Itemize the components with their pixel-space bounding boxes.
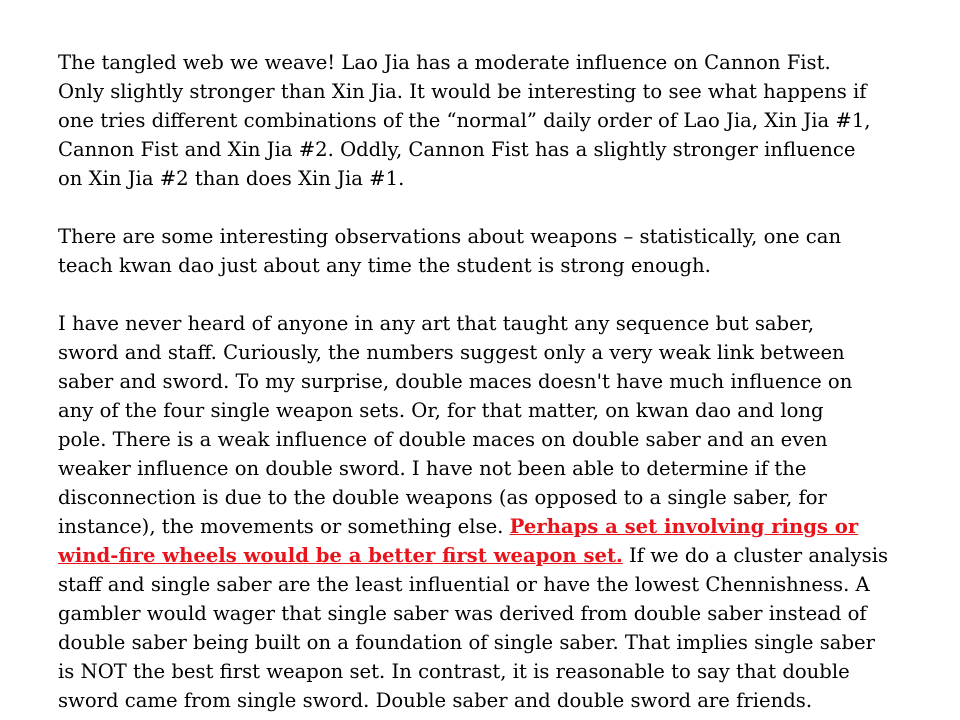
text-line: sword came from single sword. Double saber and double sword are friends. <box>58 689 813 712</box>
highlighted-text: wind-fire wheels would be a better first weapon set. <box>58 544 623 567</box>
highlighted-text: Perhaps a set involving rings or <box>509 515 859 538</box>
paragraph-spacer <box>58 193 938 222</box>
paragraph-2 <box>58 222 938 280</box>
paragraph-spacer <box>58 280 938 309</box>
text-line: pole. There is a weak influence of double maces on double saber and an even <box>58 428 828 451</box>
text-run: instance), the movements or something else. <box>58 515 510 538</box>
text-line: I have never heard of anyone in any art that taught any sequence but saber, <box>58 312 815 335</box>
paragraph-1 <box>58 48 938 193</box>
text-line: on Xin Jia #2 than does Xin Jia #1. <box>58 167 405 190</box>
text-line: saber and sword. To my surprise, double maces doesn't have much influence on <box>58 370 853 393</box>
slide-text-body <box>58 48 938 715</box>
text-line: is NOT the best first weapon set. In contrast, it is reasonable to say that double <box>58 660 850 683</box>
text-line: disconnection is due to the double weapons (as opposed to a single saber, for <box>58 486 827 509</box>
text-line: one tries different combinations of the “normal” daily order of Lao Jia, Xin Jia #1, <box>58 109 871 132</box>
text-line: teach kwan dao just about any time the student is strong enough. <box>58 254 711 277</box>
text-line: staff and single saber are the least influential or have the lowest Chennishness. A <box>58 573 870 596</box>
text-line <box>58 541 938 570</box>
text-line: weaker influence on double sword. I have not been able to determine if the <box>58 457 807 480</box>
text-line: Only slightly stronger than Xin Jia. It would be interesting to see what happens if <box>58 80 867 103</box>
text-line: sword and staff. Curiously, the numbers suggest only a very weak link between <box>58 341 845 364</box>
text-line <box>58 512 938 541</box>
text-run: If we do a cluster analysis <box>622 544 889 567</box>
paragraph-3 <box>58 309 938 715</box>
text-line: There are some interesting observations about weapons – statistically, one can <box>58 225 842 248</box>
text-line: The tangled web we weave! Lao Jia has a moderate influence on Cannon Fist. <box>58 51 831 74</box>
text-line: double saber being built on a foundation of single saber. That implies single saber <box>58 631 875 654</box>
text-line: gambler would wager that single saber was derived from double saber instead of <box>58 602 867 625</box>
text-line: Cannon Fist and Xin Jia #2. Oddly, Cannon Fist has a slightly stronger influence <box>58 138 856 161</box>
text-line: any of the four single weapon sets. Or, for that matter, on kwan dao and long <box>58 399 824 422</box>
